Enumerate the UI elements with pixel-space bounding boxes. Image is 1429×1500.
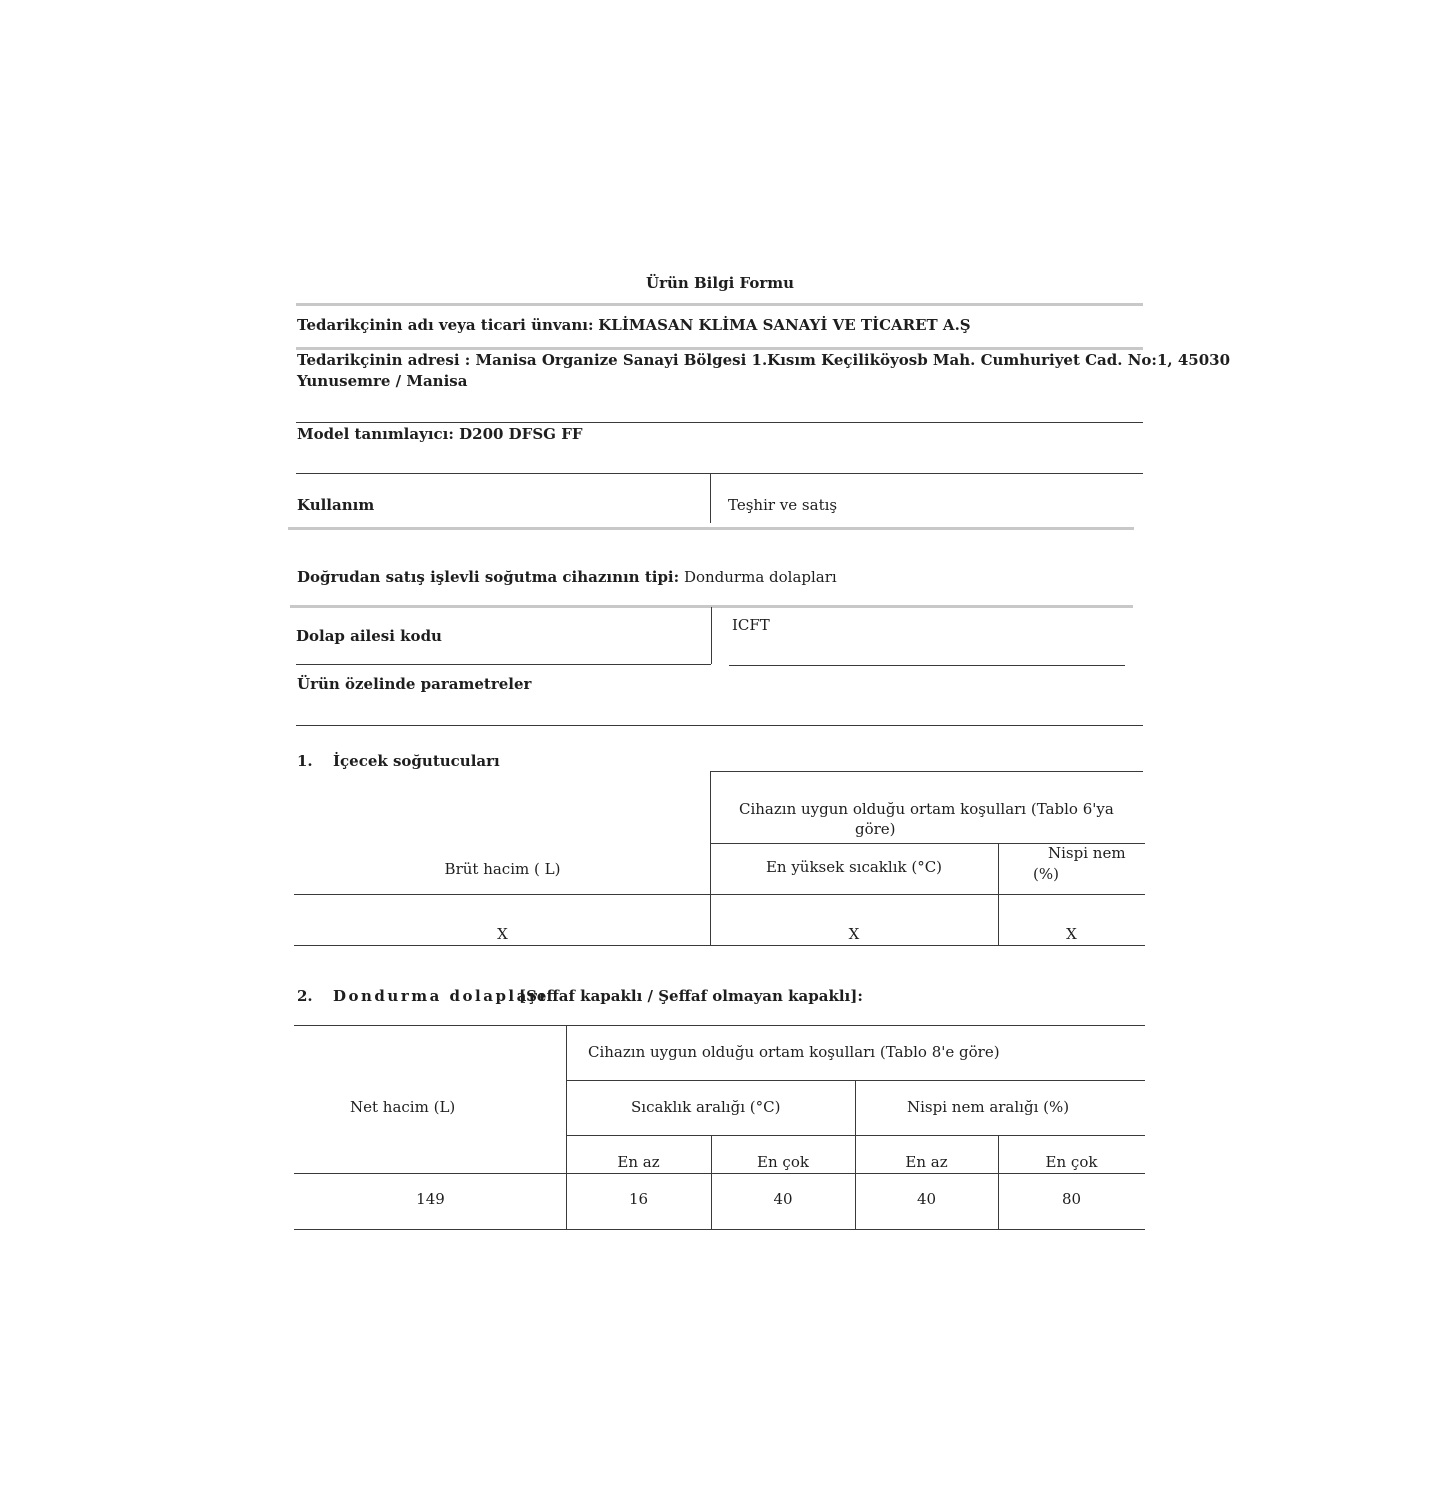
conditions-header-line1: Cihazın uygun olduğu ortam koşulları (Tablo 6'ya: [739, 800, 1114, 818]
usage-label: Kullanım: [297, 496, 375, 514]
divider: [296, 303, 1143, 306]
divider: [294, 1173, 1145, 1174]
divider: [729, 665, 1125, 666]
family-code-value: ICFT: [732, 616, 770, 634]
supplier-address-row: [297, 350, 1230, 370]
supplier-address-label: Tedarikçinin adresi :: [297, 351, 471, 369]
family-code-label: Dolap ailesi kodu: [296, 627, 442, 645]
device-type-label: Doğrudan satış işlevli soğutma cihazının tipi:: [297, 568, 680, 586]
divider: [566, 1135, 1145, 1136]
conditions-header-line2: göre): [855, 820, 896, 838]
divider: [711, 607, 712, 664]
divider: [296, 725, 1143, 726]
section2-cell-temp-min: 16: [628, 1190, 649, 1208]
supplier-address-line2: Yunusemre / Manisa: [297, 372, 468, 390]
section1-title: İçecek soğutucuları: [333, 752, 500, 770]
section2-cell-humidity-min: 40: [916, 1190, 937, 1208]
section2-cell-temp-max: 40: [773, 1190, 793, 1208]
supplier-name-label: Tedarikçinin adı veya ticari ünvanı:: [297, 316, 594, 334]
divider: [710, 771, 1143, 772]
temp-max-header: En çok: [757, 1153, 809, 1171]
params-heading: Ürün özelinde parametreler: [297, 675, 532, 693]
divider: [296, 422, 1143, 423]
divider: [998, 1135, 999, 1229]
section2-number: 2.: [297, 987, 313, 1005]
section1-cell-humidity: X: [1066, 925, 1077, 943]
supplier-name-row: [297, 315, 971, 335]
model-value: D200 DFSG FF: [459, 425, 583, 443]
section1-cell-max-temp: X: [848, 925, 860, 943]
gross-volume-header: Brüt hacim ( L): [444, 860, 561, 878]
divider: [296, 473, 1143, 474]
divider: [710, 473, 711, 523]
divider: [294, 945, 1145, 946]
divider: [711, 1135, 712, 1229]
supplier-name-value: KLİMASAN KLİMA SANAYİ VE TİCARET A.Ş: [598, 316, 971, 334]
section1-number: 1.: [297, 752, 313, 770]
device-type-row: [297, 567, 837, 587]
divider: [294, 1229, 1145, 1230]
divider: [294, 894, 1145, 895]
temp-min-header: En az: [617, 1153, 660, 1171]
model-row: [297, 424, 583, 444]
net-volume-header: Net hacim (L): [350, 1098, 456, 1116]
model-label: Model tanımlayıcı:: [297, 425, 454, 443]
humidity-min-header: En az: [905, 1153, 948, 1171]
humidity-range-header: Nispi nem aralığı (%): [907, 1098, 1070, 1116]
divider: [288, 527, 1134, 530]
section1-cell-gross-volume: X: [497, 925, 508, 943]
divider: [296, 664, 711, 665]
conditions-header: Cihazın uygun olduğu ortam koşulları (Tablo 8'e göre): [588, 1043, 1000, 1061]
section2-cell-humidity-max: 80: [1061, 1190, 1082, 1208]
page-title: Ürün Bilgi Formu: [645, 274, 794, 292]
usage-value: Teşhir ve satış: [728, 496, 838, 514]
temp-range-header: Sıcaklık aralığı (°C): [631, 1098, 781, 1116]
section2-title: Dondurma dolapları: [333, 987, 548, 1005]
humidity-header-line1: Nispi nem: [1048, 844, 1126, 862]
max-temp-header: En yüksek sıcaklık (°C): [765, 858, 943, 876]
section2-cell-net-volume: 149: [416, 1190, 445, 1208]
humidity-header-line2: (%): [1033, 865, 1059, 883]
divider: [294, 1025, 1145, 1026]
device-type-value: Dondurma dolapları: [683, 568, 837, 586]
section2-subtitle: [Şeffaf kapaklı / Şeffaf olmayan kapaklı]:: [519, 987, 863, 1005]
humidity-max-header: En çok: [1045, 1153, 1098, 1171]
supplier-address-line1: Manisa Organize Sanayi Bölgesi 1.Kısım Keçiliköyosb Mah. Cumhuriyet Cad. No:1, 45030: [475, 351, 1231, 369]
